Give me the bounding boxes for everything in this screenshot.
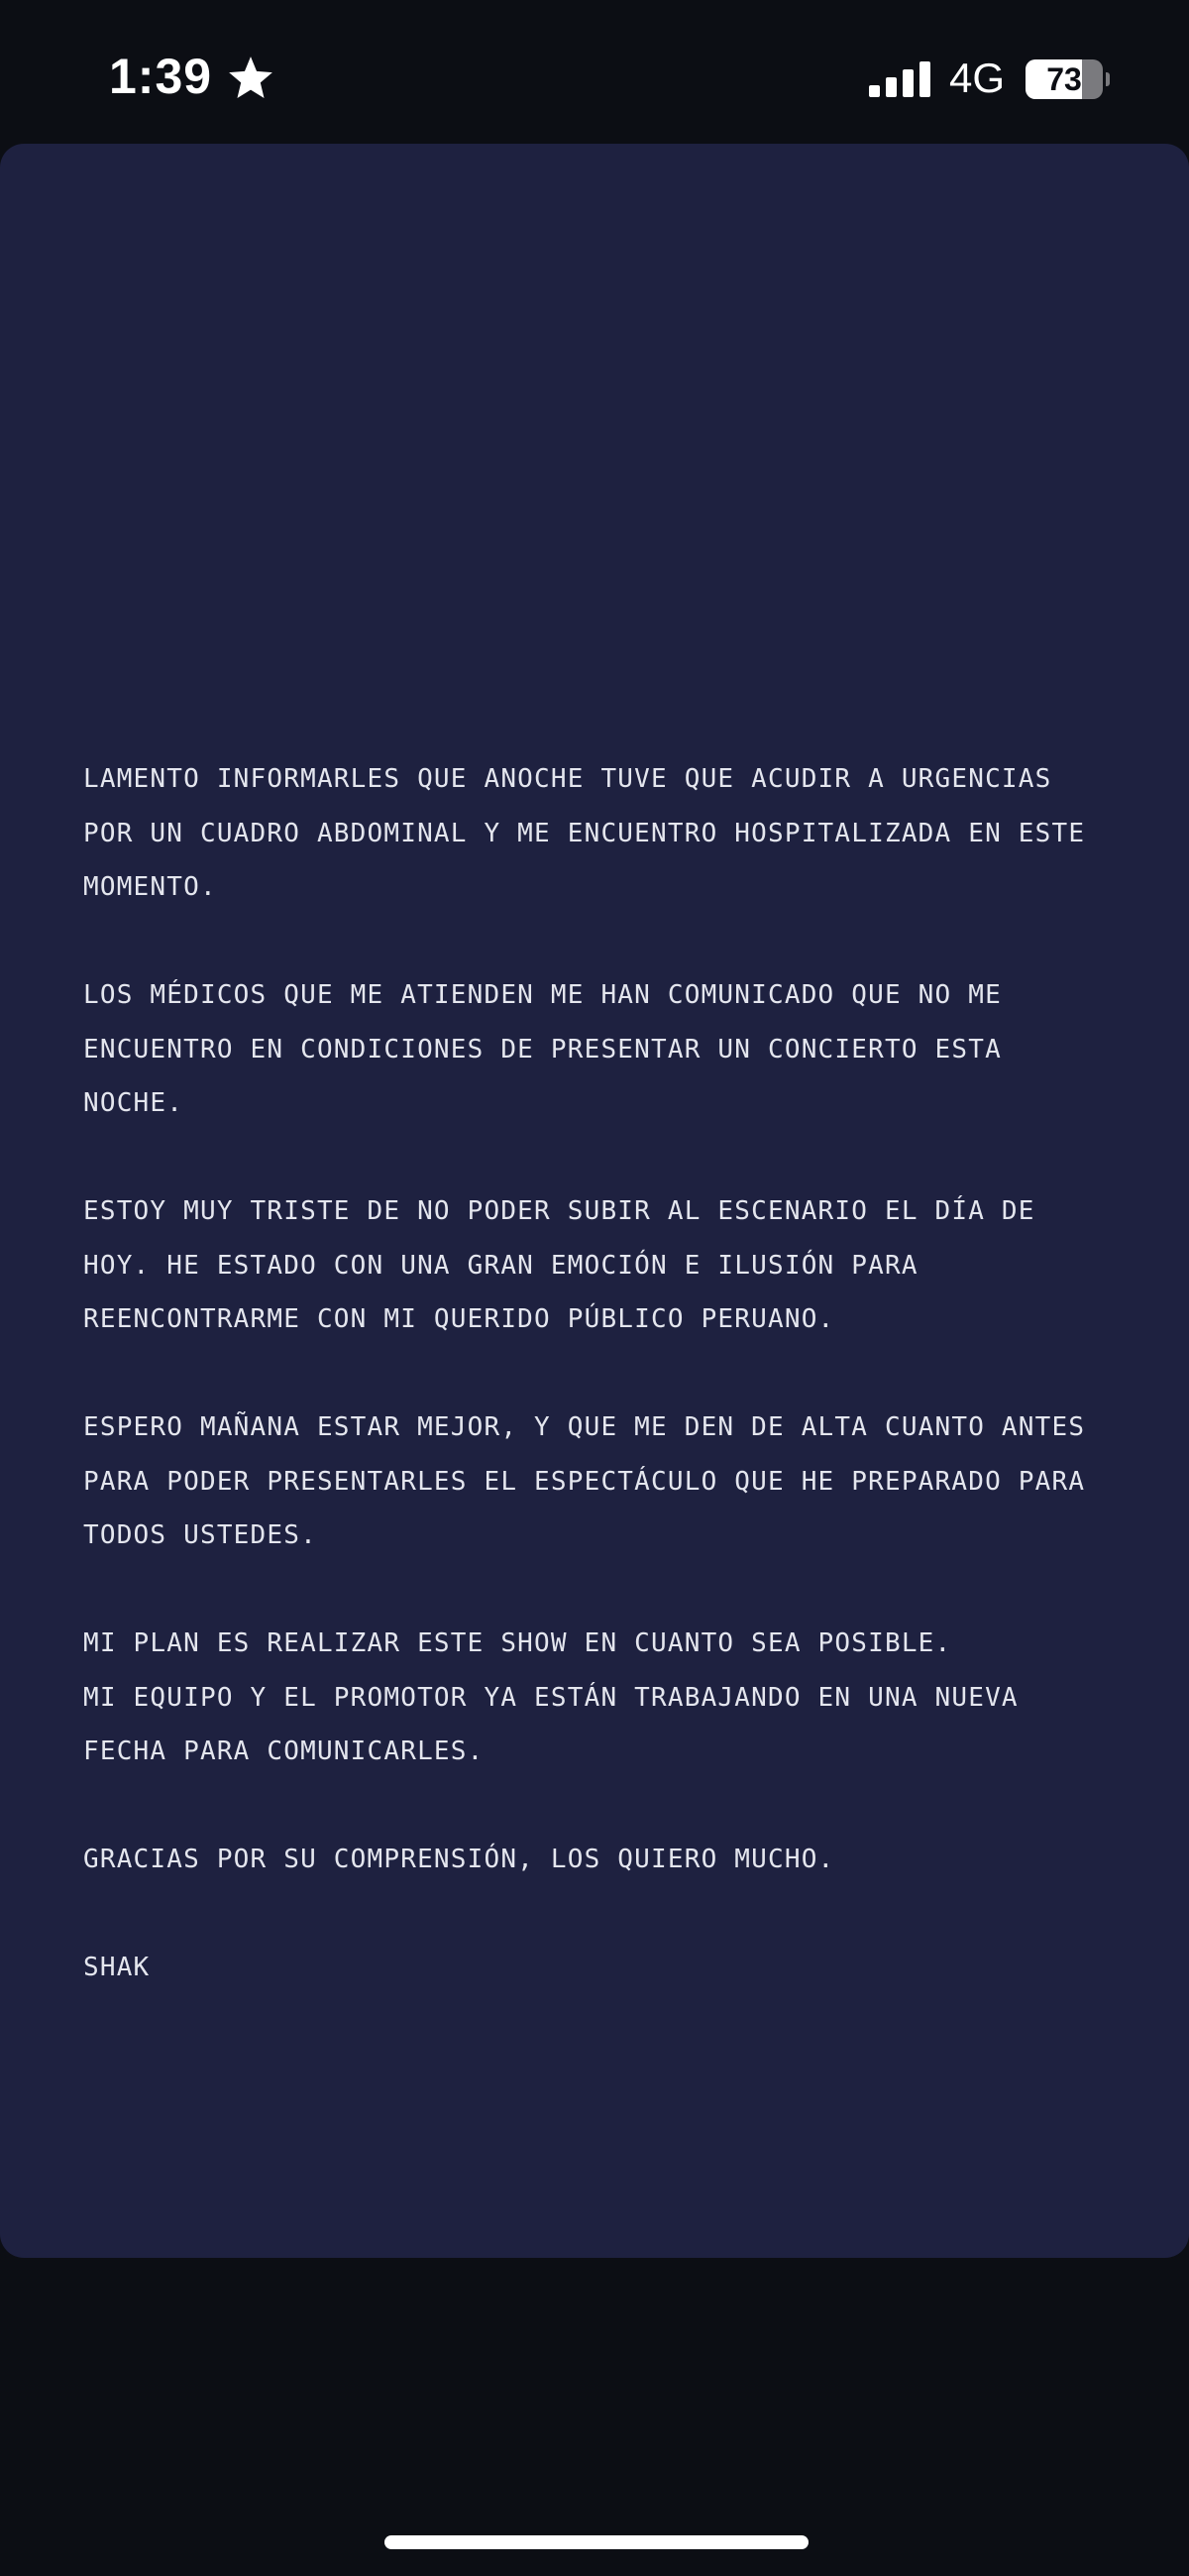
battery-tip bbox=[1106, 72, 1110, 86]
message-paragraph bbox=[83, 1941, 1163, 1995]
message-line: NOCHE. bbox=[83, 1088, 184, 1118]
message-line: LAMENTO INFORMARLES QUE ANOCHE TUVE QUE ACUDIR A URGENCIAS bbox=[83, 764, 1052, 794]
message-line: SHAK bbox=[83, 1953, 151, 1982]
message-line: ESTOY MUY TRISTE DE NO PODER SUBIR AL ESCENARIO EL DÍA DE bbox=[83, 1196, 1035, 1226]
battery-percent: 73 bbox=[1046, 61, 1082, 97]
message-line: MI PLAN ES REALIZAR ESTE SHOW EN CUANTO SEA POSIBLE. bbox=[83, 1628, 952, 1658]
message-line: REENCONTRARME CON MI QUERIDO PÚBLICO PERUANO. bbox=[83, 1304, 835, 1334]
message-line: HOY. HE ESTADO CON UNA GRAN EMOCIÓN E ILUSIÓN PARA bbox=[83, 1250, 919, 1281]
message-line: LOS MÉDICOS QUE ME ATIENDEN ME HAN COMUNICADO QUE NO ME bbox=[83, 980, 1002, 1010]
message-line: MOMENTO. bbox=[83, 872, 217, 902]
message-line: MI EQUIPO Y EL PROMOTOR YA ESTÁN TRABAJANDO EN UNA NUEVA bbox=[83, 1682, 1019, 1713]
message-card bbox=[0, 144, 1189, 2258]
status-bar bbox=[0, 0, 1189, 149]
message-text bbox=[83, 752, 1163, 2049]
star-icon bbox=[226, 54, 275, 103]
battery-icon bbox=[1026, 59, 1111, 99]
message-line: FECHA PARA COMUNICARLES. bbox=[83, 1736, 485, 1766]
message-paragraph bbox=[83, 1184, 1163, 1347]
message-line: TODOS USTEDES. bbox=[83, 1520, 317, 1550]
status-time: 1:39 bbox=[109, 49, 213, 104]
home-indicator[interactable] bbox=[384, 2535, 809, 2549]
network-type: 4G bbox=[949, 55, 1006, 101]
message-paragraph bbox=[83, 1617, 1163, 1779]
message-line: GRACIAS POR SU COMPRENSIÓN, LOS QUIERO MUCHO. bbox=[83, 1845, 835, 1874]
message-line: PARA PODER PRESENTARLES EL ESPECTÁCULO QUE HE PREPARADO PARA bbox=[83, 1466, 1086, 1497]
message-paragraph bbox=[83, 968, 1163, 1131]
message-paragraph bbox=[83, 1400, 1163, 1563]
message-line: ENCUENTRO EN CONDICIONES DE PRESENTAR UN CONCIERTO ESTA bbox=[83, 1034, 1002, 1064]
battery-body bbox=[1026, 59, 1103, 99]
message-paragraph bbox=[83, 752, 1163, 915]
message-paragraph bbox=[83, 1833, 1163, 1887]
message-line: ESPERO MAÑANA ESTAR MEJOR, Y QUE ME DEN DE ALTA CUANTO ANTES bbox=[83, 1412, 1086, 1442]
message-line: POR UN CUADRO ABDOMINAL Y ME ENCUENTRO HOSPITALIZADA EN ESTE bbox=[83, 818, 1086, 848]
signal-icon bbox=[869, 61, 930, 97]
